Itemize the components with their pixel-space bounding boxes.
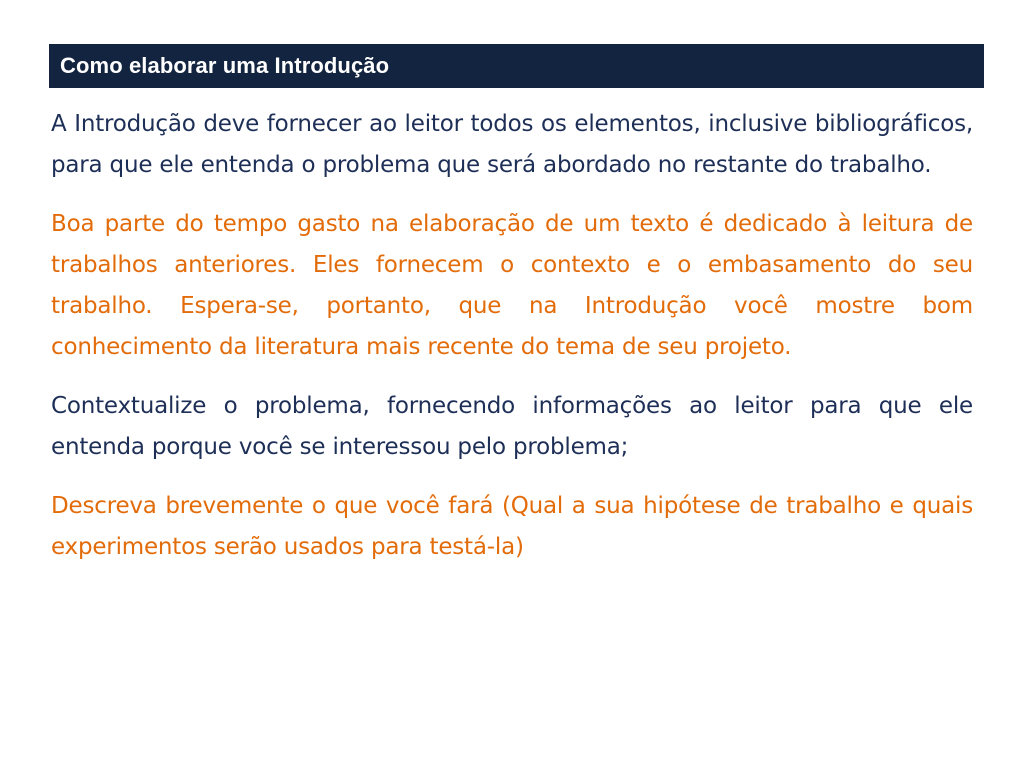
title-bar bbox=[49, 44, 984, 88]
paragraph-contextualize-problem: Contextualize o problema, fornecendo informações ao leitor para que ele entenda porque você se interessou pelo problema; bbox=[51, 393, 973, 460]
paragraph-describe-work: Descreva brevemente o que você fará (Qual a sua hipótese de trabalho e quais experimentos serão usados para testá-la) bbox=[51, 493, 973, 560]
paragraph-introduction-purpose: A Introdução deve fornecer ao leitor todos os elementos, inclusive bibliográficos, para que ele entenda o problema que será abordado no restante do trabalho. bbox=[51, 111, 973, 178]
slide-title: Como elaborar uma Introdução bbox=[60, 53, 390, 78]
slide-body bbox=[51, 104, 973, 586]
paragraph-literature-review: Boa parte do tempo gasto na elaboração de um texto é dedicado à leitura de trabalhos anteriores. Eles fornecem o contexto e o embasamento do seu trabalho. Espera-se, portanto, que na Introdução você mostre bom conhecimento da literatura mais recente do tema de seu projeto. bbox=[51, 211, 973, 360]
